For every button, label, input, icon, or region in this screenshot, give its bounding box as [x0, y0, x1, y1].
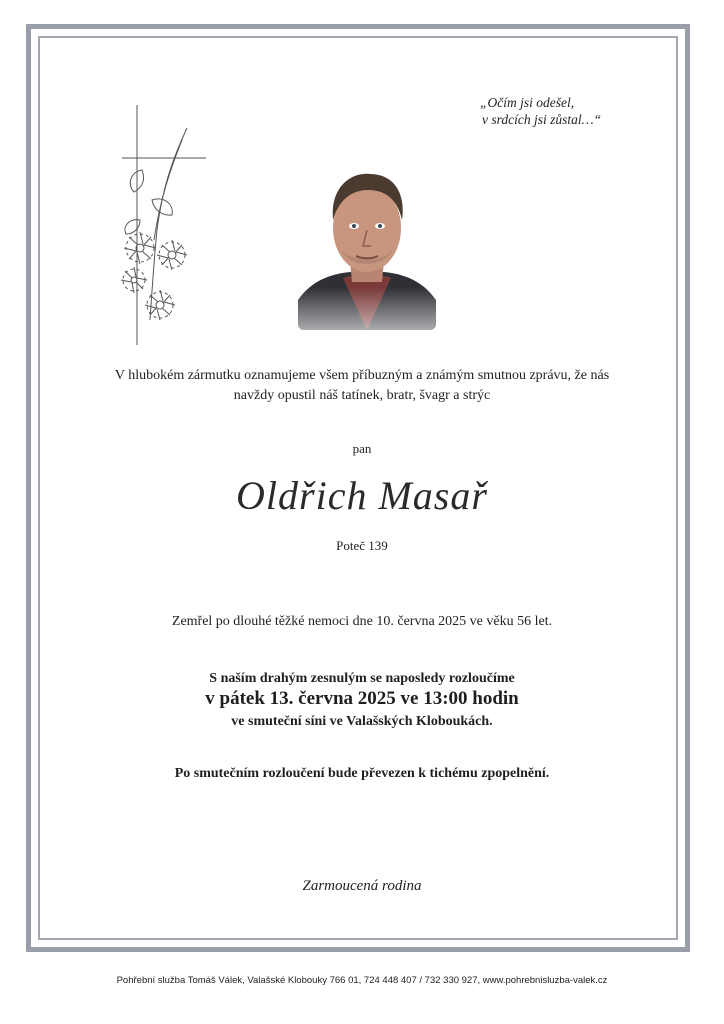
announcement-line-2: navždy opustil náš tatínek, bratr, švagr a strýc — [233, 388, 491, 403]
portrait-photo — [298, 160, 436, 330]
farewell-location: ve smuteční síni ve Valašských Kloboukách. — [231, 714, 493, 729]
quote-line-1: „Očím jsi odešel, — [480, 95, 575, 110]
deceased-address: Poteč 139 — [336, 538, 388, 553]
family-signature: Zarmoucená rodina — [302, 878, 422, 894]
deceased-name: Oldřich Masař — [236, 473, 488, 518]
farewell-date-time: v pátek 13. června 2025 ve 13:00 hodin — [205, 688, 519, 709]
cremation-note: Po smutečním rozloučení bude převezen k tichému zpopelnění. — [174, 766, 550, 781]
name-prefix: pan — [352, 441, 372, 456]
cross-with-flowers-icon — [112, 100, 232, 350]
funeral-service-footer: Pohřební služba Tomáš Válek, Valašské Klobouky 766 01, 724 448 407 / 732 330 927, www.pohrebnisluzba-valek.cz — [116, 975, 608, 986]
announcement-line-1: V hlubokém zármutku oznamujeme všem příbuzným a známým smutnou zprávu, že nás — [114, 368, 610, 383]
memorial-quote — [480, 94, 650, 128]
farewell-line-1: S naším drahým zesnulým se naposledy rozloučíme — [209, 671, 515, 686]
announcement — [60, 366, 664, 406]
death-notice: Zemřel po dlouhé těžké nemoci dne 10. června 2025 ve věku 56 let. — [171, 614, 553, 629]
quote-line-2: v srdcích jsi zůstal…“ — [482, 112, 602, 127]
